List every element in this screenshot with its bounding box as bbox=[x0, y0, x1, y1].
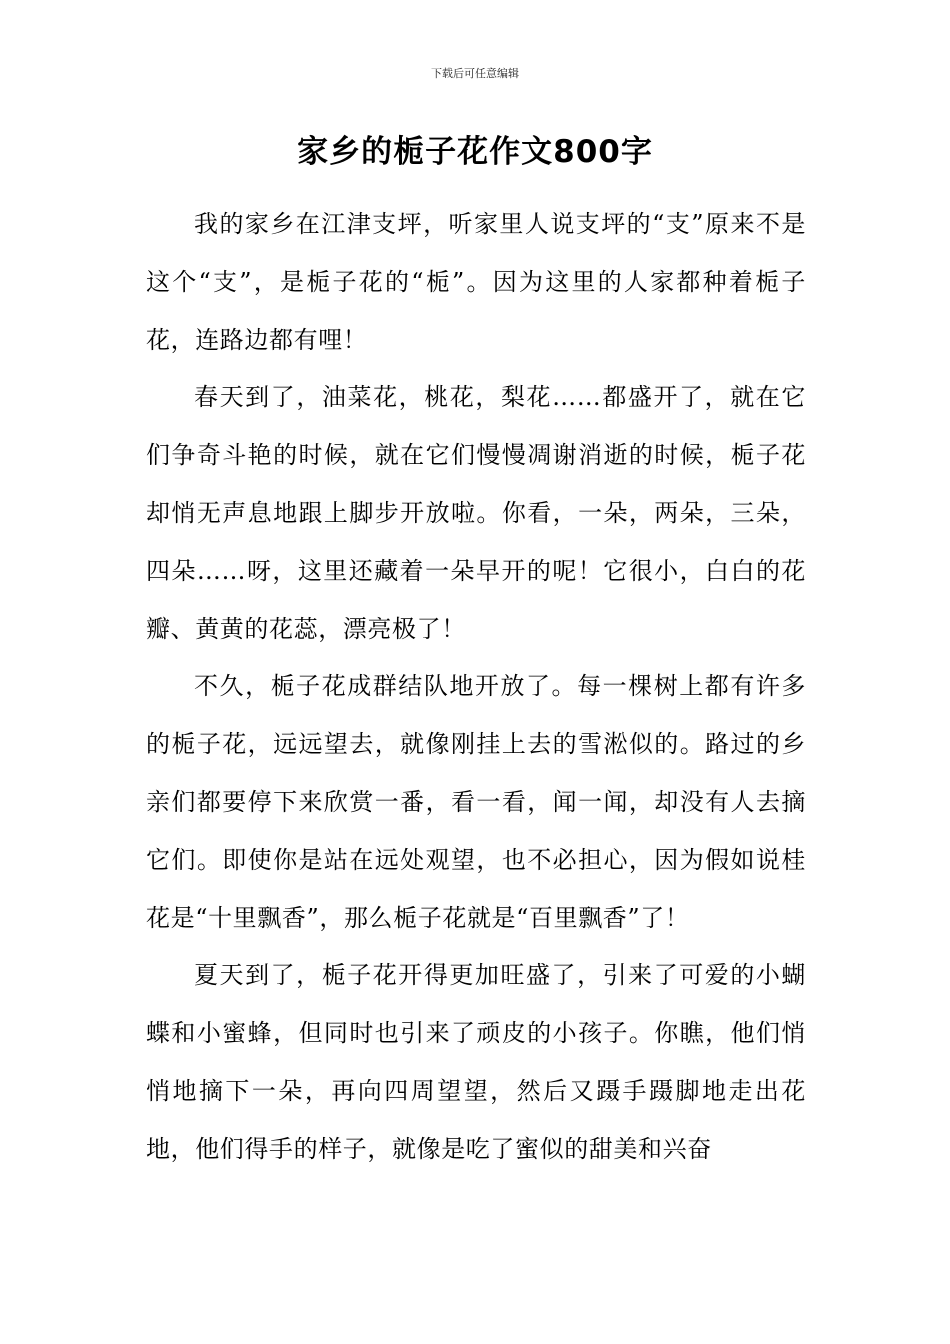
essay-body bbox=[146, 196, 806, 1179]
paragraph-4: 夏天到了，栀子花开得更加旺盛了，引来了可爱的小蝴蝶和小蜜蜂，但同时也引来了顽皮的小孩子。你瞧，他们悄悄地摘下一朵，再向四周望望，然后又蹑手蹑脚地走出花地，他们得手的样子，就像是吃了蜜似的甜美和兴奋 bbox=[146, 961, 806, 1163]
paragraph-2: 春天到了，油菜花，桃花，梨花……都盛开了，就在它们争奇斗艳的时候，就在它们慢慢凋谢消逝的时候，栀子花却悄无声息地跟上脚步开放啦。你看，一朵，两朵，三朵，四朵……呀，这里还藏着一朵早开的呢！它很小，白白的花瓣、黄黄的花蕊，漂亮极了！ bbox=[146, 383, 806, 643]
paragraph-1: 我的家乡在江津支坪，听家里人说支坪的“支”原来不是这个“支”，是栀子花的“栀”。因为这里的人家都种着栀子花，连路边都有哩！ bbox=[146, 210, 806, 354]
document-title: 家乡的栀子花作文800字 bbox=[297, 134, 653, 170]
header-note: 下载后可任意编辑 bbox=[431, 67, 519, 80]
paragraph-3: 不久，栀子花成群结队地开放了。每一棵树上都有许多的栀子花，远远望去，就像刚挂上去的雪淞似的。路过的乡亲们都要停下来欣赏一番，看一看，闻一闻，却没有人去摘它们。即使你是站在远处观望，也不必担心，因为假如说桂花是“十里飘香”，那么栀子花就是“百里飘香”了！ bbox=[146, 672, 806, 932]
